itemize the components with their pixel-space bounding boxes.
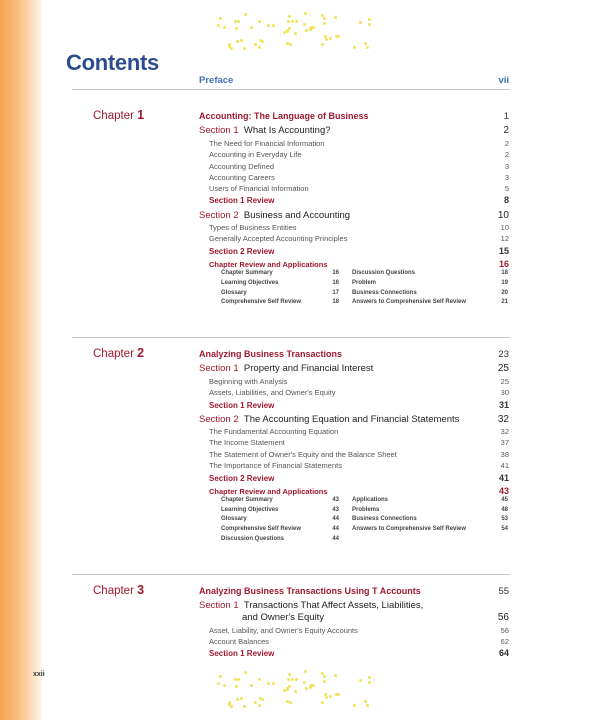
decorative-dot xyxy=(303,681,306,684)
section-name: Business and Accounting xyxy=(243,210,351,221)
divider xyxy=(72,337,510,338)
subitem-label: Discussion Questions xyxy=(221,536,285,542)
section-review[interactable] xyxy=(199,400,509,410)
topic-label: Accounting Careers xyxy=(209,173,275,182)
topic-label: The Importance of Financial Statements xyxy=(209,461,342,470)
page-number: 53 xyxy=(501,516,508,522)
decorative-dot xyxy=(230,705,233,708)
section-name: Transactions That Affect Assets, Liabilities, xyxy=(243,600,424,611)
page-number: 56 xyxy=(497,612,509,623)
review-label: Section 2 Review xyxy=(209,474,275,483)
page-number: 16 xyxy=(332,280,339,286)
decorative-dot xyxy=(259,39,262,42)
preface-entry[interactable] xyxy=(199,75,509,86)
subitem-label: Answers to Comprehensive Self Review xyxy=(352,526,467,532)
decorative-dot xyxy=(217,682,220,685)
page-number: 18 xyxy=(501,270,508,276)
section-review[interactable] xyxy=(199,473,509,483)
decorative-dot xyxy=(267,24,270,27)
page-number: 41 xyxy=(498,473,509,483)
toc-topic[interactable] xyxy=(199,388,509,397)
page-number: 48 xyxy=(501,507,508,513)
decorative-dot xyxy=(321,701,324,704)
toc-subitem[interactable] xyxy=(352,299,508,305)
section-tag: Section 2 xyxy=(199,210,239,221)
decorative-dot xyxy=(288,673,291,676)
decorative-dot xyxy=(219,675,222,678)
decorative-dot xyxy=(364,700,367,703)
subitem-label: Discussion Questions xyxy=(352,270,416,276)
decorative-dot xyxy=(325,38,328,41)
decorative-dot xyxy=(217,24,220,27)
decorative-dot xyxy=(335,693,338,696)
subitem-label: Learning Objectives xyxy=(221,280,279,286)
decorative-dot xyxy=(303,23,306,26)
page-number: 3 xyxy=(504,173,509,182)
toc-subitem[interactable] xyxy=(352,270,508,276)
page-number: 16 xyxy=(498,259,509,269)
toc-subitem[interactable] xyxy=(352,526,508,532)
page-number: 18 xyxy=(332,299,339,305)
decorative-dot xyxy=(295,678,298,681)
toc-subitem[interactable] xyxy=(221,299,339,305)
decorative-dot xyxy=(236,698,239,701)
toc-subitem[interactable] xyxy=(221,507,339,513)
review-label: Section 1 Review xyxy=(209,196,275,205)
chapter-word: Chapter xyxy=(93,585,134,597)
section-tag: Section 2 xyxy=(199,414,239,425)
section-name: The Accounting Equation and Financial Statements xyxy=(243,414,460,425)
decorative-dot xyxy=(294,32,297,35)
toc-topic[interactable] xyxy=(199,223,509,232)
toc-topic[interactable] xyxy=(199,461,509,470)
chapter-1-title[interactable] xyxy=(199,111,509,122)
chapter-title-text: Accounting: The Language of Business xyxy=(199,111,369,121)
chapter-review-applications[interactable] xyxy=(199,486,509,496)
decorative-dot xyxy=(258,678,261,681)
decorative-dot xyxy=(244,13,247,16)
toc-topic[interactable] xyxy=(199,438,509,447)
topic-label: Generally Accepted Accounting Principles xyxy=(209,234,348,243)
chapter-number: 3 xyxy=(137,583,145,597)
decorative-dot xyxy=(323,680,326,683)
chapter-1-section-2[interactable] xyxy=(199,210,509,221)
section-name: Property and Financial Interest xyxy=(243,363,374,374)
decorative-dot xyxy=(304,12,307,15)
decorative-dot xyxy=(323,675,326,678)
toc-subitem[interactable] xyxy=(352,290,508,296)
page-number: 44 xyxy=(332,536,339,542)
decorative-dot xyxy=(335,35,338,38)
topic-label: Users of Financial Information xyxy=(209,184,309,193)
page-number: 25 xyxy=(497,363,509,374)
topic-label: Asset, Liability, and Owner's Equity Accounts xyxy=(209,626,358,635)
toc-topic[interactable] xyxy=(199,637,509,646)
decorative-dot xyxy=(258,704,261,707)
toc-topic[interactable] xyxy=(199,427,509,436)
decorative-dot xyxy=(272,24,275,27)
decorative-dot xyxy=(325,696,328,699)
page-number: 23 xyxy=(498,349,509,360)
chapter-number: 2 xyxy=(137,346,145,360)
decorative-dot xyxy=(366,46,369,49)
subitem-label: Applications xyxy=(352,497,389,503)
decorative-dot xyxy=(244,671,247,674)
decorative-dot xyxy=(368,23,371,26)
decorative-dot xyxy=(291,20,294,23)
page-number: 5 xyxy=(504,184,509,193)
review-apps-label: Chapter Review and Applications xyxy=(209,487,328,496)
section-review[interactable] xyxy=(199,246,509,256)
toc-topic[interactable] xyxy=(199,184,509,193)
decorative-dot xyxy=(235,685,238,688)
topic-label: The Fundamental Accounting Equation xyxy=(209,427,339,436)
preface-label: Preface xyxy=(199,75,234,86)
page-number: 62 xyxy=(500,637,509,646)
page-number: 32 xyxy=(500,427,509,436)
sidebar-gradient xyxy=(0,0,42,720)
page-number: 44 xyxy=(332,526,339,532)
decorative-dot xyxy=(305,29,308,32)
page-number: 12 xyxy=(500,234,509,243)
chapter-3-label xyxy=(93,583,144,597)
topic-label: The Need for Financial Information xyxy=(209,139,325,148)
chapter-word: Chapter xyxy=(93,348,134,360)
decorative-dot xyxy=(329,37,332,40)
decorative-dot xyxy=(223,684,226,687)
chapter-3-section-1[interactable] xyxy=(199,600,509,611)
subitem-label: Business Connections xyxy=(352,290,417,296)
decorative-dot xyxy=(353,46,356,49)
review-apps-label: Chapter Review and Applications xyxy=(209,260,328,269)
decorative-dot xyxy=(359,21,362,24)
decorative-dot xyxy=(294,690,297,693)
page-number: 10 xyxy=(500,223,509,232)
toc-subitem[interactable] xyxy=(352,280,508,286)
decorative-dot xyxy=(295,20,298,23)
chapter-1-section-1[interactable] xyxy=(199,125,509,136)
decorative-dot xyxy=(366,704,369,707)
page-number: 17 xyxy=(332,290,339,296)
decorative-dot xyxy=(312,684,315,687)
section-review[interactable] xyxy=(199,195,509,205)
subitem-label: Glossary xyxy=(221,516,247,522)
section-name: What Is Accounting? xyxy=(243,125,331,136)
section-tag: Section 1 xyxy=(199,125,239,136)
decorative-dot xyxy=(250,684,253,687)
page-number: 32 xyxy=(497,414,509,425)
decorative-dot xyxy=(259,697,262,700)
toc-subitem[interactable] xyxy=(352,497,508,503)
page-number: 19 xyxy=(501,280,508,286)
page-number: 37 xyxy=(500,438,509,447)
page-number: 20 xyxy=(501,290,508,296)
decorative-dot xyxy=(291,678,294,681)
page-number: 15 xyxy=(498,246,509,256)
decorative-dot xyxy=(287,20,290,23)
page-number-footer: xxii xyxy=(33,671,45,678)
decorative-dot xyxy=(368,681,371,684)
toc-topic[interactable] xyxy=(199,377,509,386)
decorative-dot xyxy=(368,18,371,21)
page-number: 16 xyxy=(332,270,339,276)
decorative-dot xyxy=(250,26,253,29)
page-number: 43 xyxy=(498,486,509,496)
decorative-dot xyxy=(304,670,307,673)
topic-label: Accounting in Everyday Life xyxy=(209,150,302,159)
page-number: 64 xyxy=(498,648,509,658)
toc-subitem[interactable] xyxy=(221,536,339,542)
decorative-dot xyxy=(334,674,337,677)
decorative-dot xyxy=(236,40,239,43)
page-number: 54 xyxy=(501,526,508,532)
page-number: 2 xyxy=(504,150,509,159)
subitem-label: Glossary xyxy=(221,290,247,296)
decorative-dot xyxy=(288,685,291,688)
toc-subitem[interactable] xyxy=(352,507,508,513)
review-label: Section 2 Review xyxy=(209,247,275,256)
topic-label: Account Balances xyxy=(209,637,270,646)
chapter-2-label xyxy=(93,346,144,360)
decorative-dot xyxy=(289,43,292,46)
page-number: 2 xyxy=(503,125,509,136)
decorative-dot xyxy=(254,701,257,704)
subitem-label: Learning Objectives xyxy=(221,507,279,513)
decorative-dot xyxy=(235,27,238,30)
review-label: Section 1 Review xyxy=(209,401,275,410)
toc-subitem[interactable] xyxy=(221,516,339,522)
subitem-label: Problem xyxy=(352,280,377,286)
page-number: 21 xyxy=(501,299,508,305)
decorative-dot xyxy=(312,26,315,29)
toc-topic[interactable] xyxy=(199,150,509,159)
decorative-dot xyxy=(254,43,257,46)
toc-topic[interactable] xyxy=(199,234,509,243)
decorative-dot xyxy=(288,15,291,18)
topic-label: Accounting Defined xyxy=(209,162,275,171)
decorative-dot xyxy=(321,43,324,46)
chapter-title-text: Analyzing Business Transactions xyxy=(199,349,343,359)
decorative-dot xyxy=(329,695,332,698)
decorative-dot xyxy=(243,47,246,50)
toc-topic[interactable] xyxy=(199,139,509,148)
decorative-dot xyxy=(305,687,308,690)
section-review[interactable] xyxy=(199,648,509,658)
decorative-dot xyxy=(289,701,292,704)
page-number: 25 xyxy=(500,377,509,386)
decorative-dot xyxy=(258,20,261,23)
page-number: 10 xyxy=(497,210,509,221)
toc-subitem[interactable] xyxy=(221,290,339,296)
decorative-dot xyxy=(219,17,222,20)
toc-subitem[interactable] xyxy=(221,497,339,503)
toc-subitem[interactable] xyxy=(221,280,339,286)
decorative-dot xyxy=(240,39,243,42)
decorative-dots-bottom xyxy=(216,670,381,710)
decorative-dot xyxy=(359,679,362,682)
page-number: 1 xyxy=(503,111,509,122)
page-title: Contents xyxy=(66,50,159,75)
decorative-dots-top xyxy=(216,12,381,52)
subitem-label: Answers to Comprehensive Self Review xyxy=(352,299,467,305)
chapter-review-applications[interactable] xyxy=(199,259,509,269)
decorative-dot xyxy=(267,682,270,685)
topic-label: Types of Business Entities xyxy=(209,223,297,232)
page-number: 44 xyxy=(332,516,339,522)
subitem-label: Comprehensive Self Review xyxy=(221,526,302,532)
decorative-dot xyxy=(368,676,371,679)
decorative-dot xyxy=(237,20,240,23)
section-tag: Section 1 xyxy=(199,363,239,374)
toc-subitem[interactable] xyxy=(352,516,508,522)
chapter-2-title[interactable] xyxy=(199,349,509,360)
toc-subitem[interactable] xyxy=(221,270,339,276)
decorative-dot xyxy=(323,17,326,20)
toc-topic[interactable] xyxy=(199,173,509,182)
toc-topic[interactable] xyxy=(199,162,509,171)
chapter-3-title[interactable] xyxy=(199,586,509,597)
decorative-dot xyxy=(334,16,337,19)
decorative-dot xyxy=(309,28,312,31)
subitem-label: Chapter Summary xyxy=(221,497,273,503)
subitem-label: Business Connections xyxy=(352,516,417,522)
page-number: 2 xyxy=(504,139,509,148)
page-number: 31 xyxy=(498,400,509,410)
page-number: 38 xyxy=(500,450,509,459)
decorative-dot xyxy=(223,26,226,29)
decorative-dot xyxy=(243,705,246,708)
decorative-dot xyxy=(230,47,233,50)
decorative-dot xyxy=(364,42,367,45)
page-number: 3 xyxy=(504,162,509,171)
decorative-dot xyxy=(258,46,261,49)
chapter-word: Chapter xyxy=(93,110,134,122)
decorative-dot xyxy=(237,678,240,681)
review-label: Section 1 Review xyxy=(209,649,275,658)
section-name-continued: and Owner's Equity xyxy=(242,612,325,623)
chapter-number: 1 xyxy=(137,108,145,122)
chapter-title-text: Analyzing Business Transactions Using T Accounts xyxy=(199,586,421,596)
toc-topic[interactable] xyxy=(199,450,509,459)
toc-topic[interactable] xyxy=(199,626,509,635)
decorative-dot xyxy=(287,678,290,681)
page-number: 55 xyxy=(498,586,509,597)
topic-label: Assets, Liabilities, and Owner's Equity xyxy=(209,388,336,397)
chapter-2-section-2[interactable] xyxy=(199,414,509,425)
preface-page: vii xyxy=(498,75,509,86)
decorative-dot xyxy=(353,704,356,707)
subitem-label: Chapter Summary xyxy=(221,270,273,276)
decorative-dot xyxy=(240,697,243,700)
divider xyxy=(72,89,510,90)
topic-label: The Statement of Owner's Equity and the Balance Sheet xyxy=(209,450,397,459)
page-number: 8 xyxy=(503,195,509,205)
chapter-3-section-1-cont[interactable] xyxy=(199,612,509,623)
section-tag: Section 1 xyxy=(199,600,239,611)
subitem-label: Comprehensive Self Review xyxy=(221,299,302,305)
divider xyxy=(72,574,510,575)
topic-label: Beginning with Analysis xyxy=(209,377,288,386)
chapter-2-section-1[interactable] xyxy=(199,363,509,374)
page-number: 43 xyxy=(332,507,339,513)
decorative-dot xyxy=(309,686,312,689)
page-number: 56 xyxy=(500,626,509,635)
topic-label: The Income Statement xyxy=(209,438,285,447)
decorative-dot xyxy=(272,682,275,685)
decorative-dot xyxy=(288,27,291,30)
chapter-1-label xyxy=(93,108,144,122)
decorative-dot xyxy=(323,22,326,25)
toc-subitem[interactable] xyxy=(221,526,339,532)
subitem-label: Problems xyxy=(352,507,380,513)
page-number: 41 xyxy=(500,461,509,470)
page-number: 45 xyxy=(501,497,508,503)
page-number: 43 xyxy=(332,497,339,503)
page-number: 30 xyxy=(500,388,509,397)
